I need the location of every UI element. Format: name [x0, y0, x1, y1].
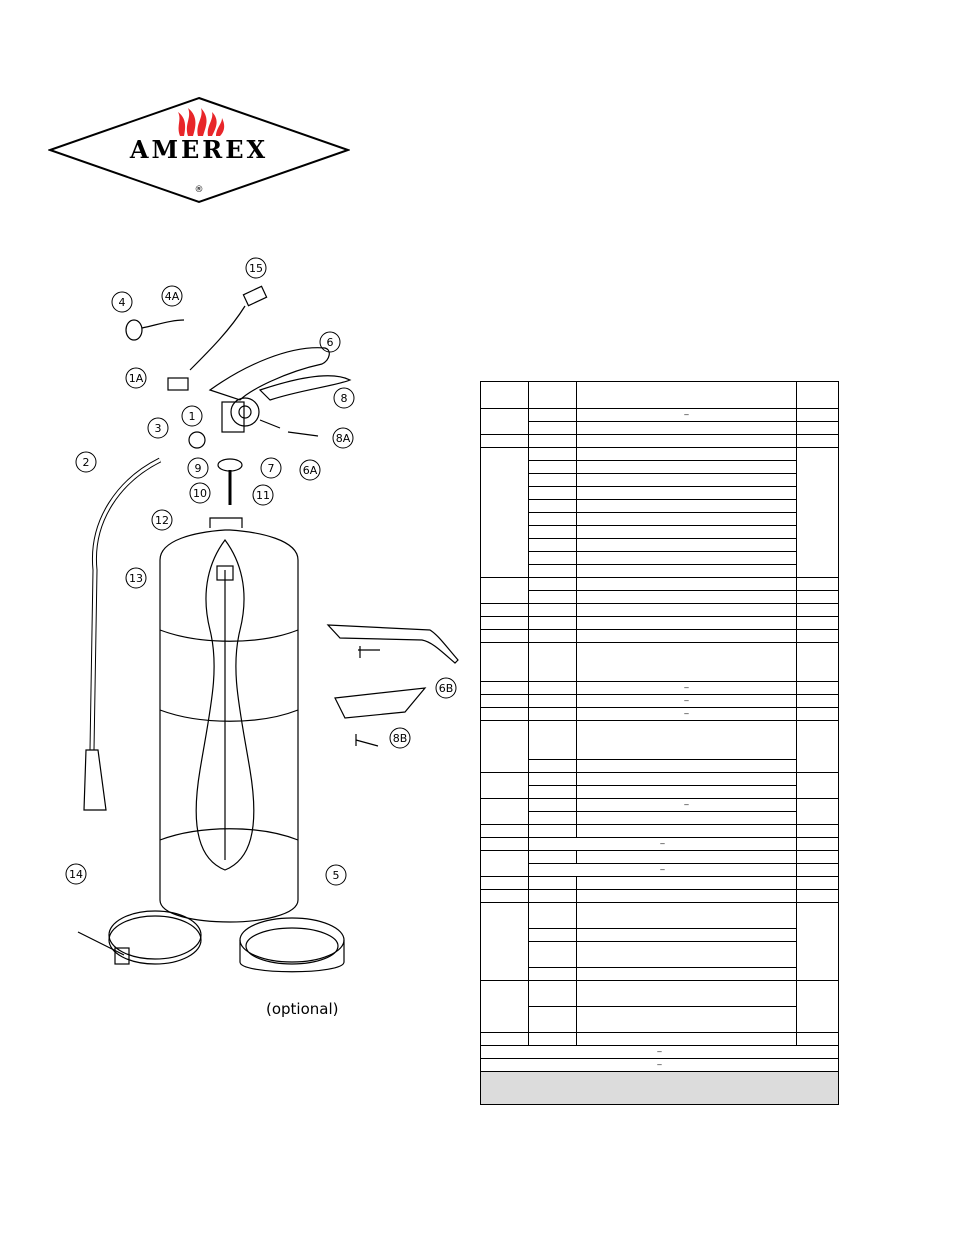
svg-text:2: 2 — [82, 456, 90, 469]
callout-8 — [334, 388, 354, 408]
wall-bracket — [78, 911, 201, 964]
table-row — [481, 500, 839, 513]
table-row — [481, 1007, 839, 1033]
svg-text:13: 13 — [129, 572, 143, 585]
table-row: – — [481, 1059, 839, 1072]
callout-1A — [126, 368, 146, 388]
callout-11 — [253, 485, 273, 505]
svg-text:15: 15 — [249, 262, 263, 275]
table-row: – — [481, 708, 839, 721]
table-row — [481, 942, 839, 968]
svg-text:10: 10 — [193, 487, 207, 500]
table-row — [481, 643, 839, 682]
optional-caption: (optional) — [266, 1000, 339, 1018]
table-row — [481, 474, 839, 487]
table-row — [481, 552, 839, 565]
table-row — [481, 786, 839, 799]
table-row — [481, 617, 839, 630]
callout-13 — [126, 568, 146, 588]
table-row: – — [481, 409, 839, 422]
table-row — [481, 825, 839, 838]
table-row — [481, 968, 839, 981]
table-row: – — [481, 864, 839, 877]
base-ring — [240, 918, 344, 972]
table-row — [481, 890, 839, 903]
svg-text:4: 4 — [118, 296, 126, 309]
table-row — [481, 760, 839, 773]
callout-labels — [66, 258, 456, 885]
callout-6A — [300, 460, 320, 480]
svg-text:1: 1 — [188, 410, 196, 423]
svg-text:12: 12 — [155, 514, 169, 527]
table-row — [481, 1033, 839, 1046]
callout-2 — [76, 452, 96, 472]
svg-text:8A: 8A — [335, 432, 351, 445]
anchor-bracket — [168, 378, 188, 390]
table-row: – — [481, 799, 839, 812]
table-row — [481, 604, 839, 617]
table-row: – — [481, 695, 839, 708]
registered-mark: ® — [194, 185, 204, 195]
table-row — [481, 578, 839, 591]
callout-12 — [152, 510, 172, 530]
callout-10 — [190, 483, 210, 503]
callout-4A — [162, 286, 182, 306]
svg-text:9: 9 — [194, 462, 202, 475]
callout-5 — [246, 258, 266, 278]
table-row — [481, 435, 839, 448]
callout-6 — [320, 332, 340, 352]
o-ring — [189, 432, 205, 448]
table-row — [481, 422, 839, 435]
callout-14 — [66, 864, 86, 884]
table-row — [481, 812, 839, 825]
callout-15 — [326, 865, 346, 885]
table-row — [481, 981, 839, 1007]
amerex-logo — [48, 96, 350, 204]
svg-text:6B: 6B — [438, 682, 454, 695]
exploded-parts-diagram — [60, 250, 470, 1040]
brand-wordmark: AMEREX — [129, 135, 269, 164]
table-row — [481, 630, 839, 643]
svg-text:8B: 8B — [392, 732, 408, 745]
cylinder-neck — [210, 518, 242, 528]
table-row — [481, 929, 839, 942]
hose — [84, 460, 160, 810]
table-row — [481, 903, 839, 929]
parts-list-table-container — [480, 381, 838, 1127]
table-row — [481, 487, 839, 500]
svg-text:6: 6 — [326, 336, 334, 349]
valve-seal — [218, 459, 242, 471]
table-row: – — [481, 682, 839, 695]
table-row — [481, 851, 839, 864]
table-row — [481, 591, 839, 604]
svg-text:8: 8 — [340, 392, 348, 405]
svg-text:14: 14 — [69, 868, 83, 881]
cylinder-shell — [160, 530, 298, 922]
valve-assembly — [210, 348, 350, 436]
svg-text:11: 11 — [256, 489, 270, 502]
parts-list-table — [480, 381, 839, 1105]
callout-4 — [112, 292, 132, 312]
table-row — [481, 513, 839, 526]
table-header-row — [481, 382, 839, 409]
table-row — [481, 773, 839, 786]
svg-text:7: 7 — [267, 462, 275, 475]
table-row — [481, 877, 839, 890]
table-row — [481, 721, 839, 760]
callout-7 — [261, 458, 281, 478]
pull-pin — [126, 286, 267, 370]
svg-text:1A: 1A — [128, 372, 144, 385]
table-row — [481, 461, 839, 474]
table-row: – — [481, 838, 839, 851]
svg-text:6A: 6A — [302, 464, 318, 477]
callout-6B — [436, 678, 456, 698]
callout-1 — [182, 406, 202, 426]
callout-9 — [188, 458, 208, 478]
siphon-tube — [196, 540, 254, 870]
callout-8B — [390, 728, 410, 748]
callout-3 — [148, 418, 168, 438]
table-row: – — [481, 1046, 839, 1059]
table-row — [481, 448, 839, 461]
callout-8A — [333, 428, 353, 448]
table-row — [481, 565, 839, 578]
svg-text:4A: 4A — [164, 290, 180, 303]
svg-text:3: 3 — [154, 422, 162, 435]
table-row — [481, 526, 839, 539]
svg-text:5: 5 — [332, 869, 340, 882]
table-row — [481, 539, 839, 552]
table-note-row — [481, 1072, 839, 1105]
